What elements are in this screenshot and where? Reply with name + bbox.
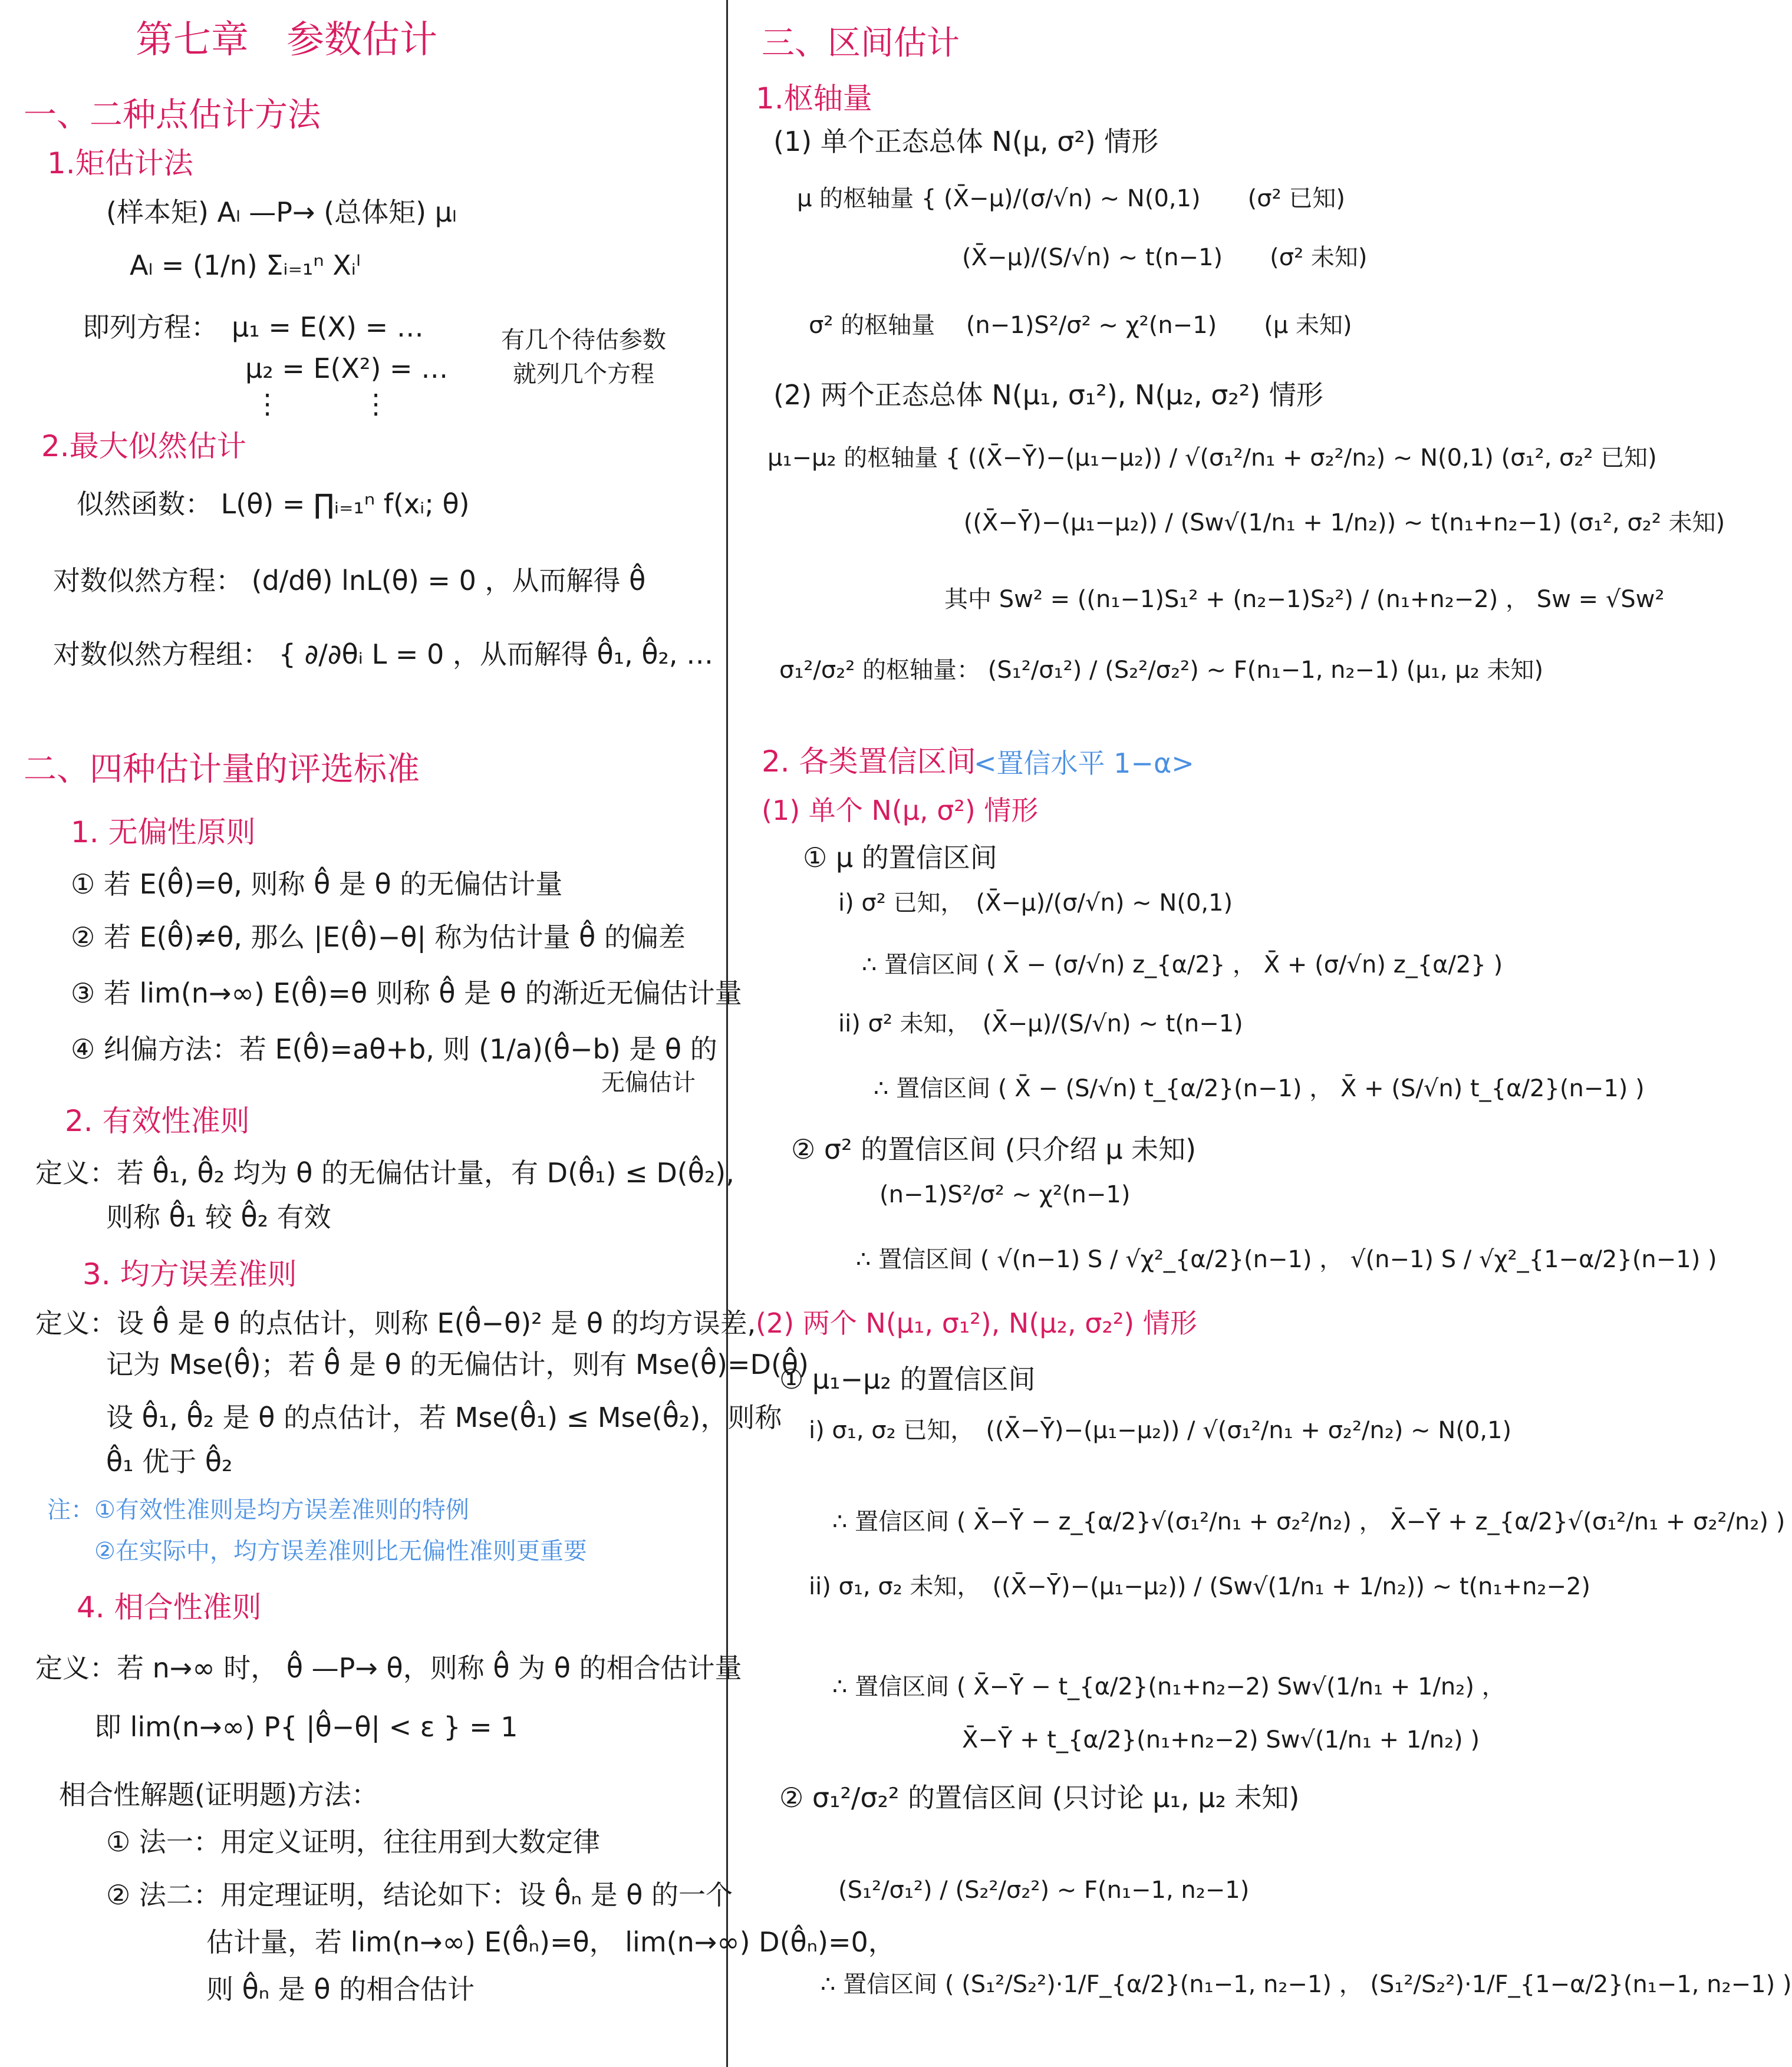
formula-line: 对数似然方程： (d/dθ) lnL(θ) = 0 ，从而解得 θ̂: [53, 565, 646, 596]
chapter-title: 第七章 参数估计: [136, 18, 437, 62]
formula-line: (1) 单个正态总体 N(μ, σ²) 情形: [773, 126, 1159, 157]
formula-line: ∴ 置信区间 ( (S₁²/S₂²)·1/F_{α/2}(n₁−1, n₂−1) ， (S₁²/S₂²)·1/F_{1−α/2}(n₁−1, n₂−1) ): [821, 1971, 1792, 1998]
formula-line: (n−1)S²/σ² ~ χ²(n−1): [879, 1181, 1131, 1208]
formula-line: ∴ 置信区间 ( X̄ − (σ/√n) z_{α/2} ， X̄ + (σ/√n) z_{α/2} ): [862, 951, 1503, 978]
formula-line: X̄−Ȳ + t_{α/2}(n₁+n₂−2) Sw√(1/n₁ + 1/n₂) ): [962, 1726, 1480, 1753]
formula-line: 定义：设 θ̂ 是 θ 的点估计，则称 E(θ̂−θ)² 是 θ 的均方误差,: [35, 1307, 756, 1339]
formula-line: ii) σ₁, σ₂ 未知， ((X̄−Ȳ)−(μ₁−μ₂)) / (Sw√(1/n₁ + 1/n₂)) ~ t(n₁+n₂−2): [809, 1573, 1591, 1600]
formula-line: ((X̄−Ȳ)−(μ₁−μ₂)) / (Sw√(1/n₁ + 1/n₂)) ~ t(n₁+n₂−1) (σ₁², σ₂² 未知): [767, 509, 1725, 536]
section-title: 二、四种估计量的评选标准: [24, 750, 420, 789]
formula-line: (样本矩) Aₗ —P→ (总体矩) μₗ: [106, 196, 457, 228]
formula-line: μ 的枢轴量 { (X̄−μ)/(σ/√n) ~ N(0,1) (σ² 已知): [797, 185, 1345, 212]
formula-line: (2) 两个正态总体 N(μ₁, σ₁²), N(μ₂, σ₂²) 情形: [773, 379, 1323, 411]
formula-line: ii) σ² 未知， (X̄−μ)/(S/√n) ~ t(n−1): [838, 1010, 1243, 1037]
formula-line: ④ 纠偏方法：若 E(θ̂)=aθ+b, 则 (1/a)(θ̂−b) 是 θ 的: [71, 1033, 717, 1065]
formula-line: (S₁²/σ₁²) / (S₂²/σ₂²) ~ F(n₁−1, n₂−1): [838, 1877, 1250, 1904]
formula-line: 无偏估计: [601, 1069, 696, 1096]
formula-line: 记为 Mse(θ̂)；若 θ̂ 是 θ 的无偏估计，则有 Mse(θ̂)=D(θ̂): [106, 1349, 809, 1380]
formula-line: 则称 θ̂₁ 较 θ̂₂ 有效: [106, 1201, 331, 1233]
formula-line: σ² 的枢轴量 (n−1)S²/σ² ~ χ²(n−1) (μ 未知): [809, 312, 1352, 339]
formula-line: ② σ₁²/σ₂² 的置信区间 (只讨论 μ₁, μ₂ 未知): [779, 1782, 1300, 1814]
formula-line: ① 法一：用定义证明，往往用到大数定律: [106, 1826, 600, 1858]
subsection-title: 4. 相合性准则: [77, 1590, 262, 1624]
formula-line: 相合性解题(证明题)方法：: [59, 1779, 378, 1811]
subsection-title: (1) 单个 N(μ, σ²) 情形: [762, 795, 1039, 826]
formula-line: 其中 Sw² = ((n₁−1)S₁² + (n₂−1)S₂²) / (n₁+n₂−2) ， Sw = √Sw²: [944, 586, 1665, 613]
formula-line: ∴ 置信区间 ( X̄−Ȳ − z_{α/2}√(σ₁²/n₁ + σ₂²/n₂) ， X̄−Ȳ + z_{α/2}√(σ₁²/n₁ + σ₂²/n₂) ): [832, 1508, 1786, 1535]
subsection-title: 3. 均方误差准则: [83, 1257, 297, 1291]
formula-line: 即列方程： μ₁ = E(X) = …: [83, 311, 424, 343]
formula-line: 对数似然方程组： { ∂/∂θᵢ L = 0 ，从而解得 θ̂₁, θ̂₂, …: [53, 638, 714, 670]
formula-line: ② 法二：用定理证明，结论如下：设 θ̂ₙ 是 θ 的一个: [106, 1879, 733, 1911]
subsection-title: 1.矩估计法: [47, 146, 193, 180]
formula-line: 设 θ̂₁, θ̂₂ 是 θ 的点估计，若 Mse(θ̂₁) ≤ Mse(θ̂₂)，则称: [106, 1402, 782, 1433]
formula-line: μ₁−μ₂ 的枢轴量 { ((X̄−Ȳ)−(μ₁−μ₂)) / √(σ₁²/n₁ + σ₂²/n₂) ~ N(0,1) (σ₁², σ₂² 已知): [767, 444, 1657, 472]
formula-line: i) σ² 已知， (X̄−μ)/(σ/√n) ~ N(0,1): [838, 889, 1233, 917]
formula-line: θ̂₁ 优于 θ̂₂: [106, 1446, 233, 1478]
formula-line: 则 θ̂ₙ 是 θ 的相合估计: [206, 1973, 475, 2005]
formula-line: ⋮ ⋮: [83, 388, 390, 420]
formula-line: ② σ² 的置信区间 (只介绍 μ 未知): [791, 1133, 1197, 1165]
side-note: 就列几个方程: [513, 361, 654, 388]
formula-line: ∴ 置信区间 ( X̄−Ȳ − t_{α/2}(n₁+n₂−2) Sw√(1/n₁ + 1/n₂) ，: [832, 1673, 1506, 1700]
note-line: 注：①有效性准则是均方误差准则的特例: [47, 1496, 469, 1524]
formula-line: i) σ₁, σ₂ 已知， ((X̄−Ȳ)−(μ₁−μ₂)) / √(σ₁²/n₁ + σ₂²/n₂) ~ N(0,1): [809, 1417, 1512, 1444]
formula-line: μ₂ = E(X²) = …: [83, 352, 449, 384]
column-divider: [726, 0, 728, 2067]
formula-line: σ₁²/σ₂² 的枢轴量： (S₁²/σ₁²) / (S₂²/σ₂²) ~ F(n₁−1, n₂−1) (μ₁, μ₂ 未知): [779, 657, 1544, 684]
formula-line: 似然函数： L(θ) = ∏ᵢ₌₁ⁿ f(xᵢ; θ): [77, 488, 470, 520]
confidence-level-note: <置信水平 1−α>: [974, 747, 1194, 779]
formula-line: ① μ₁−μ₂ 的置信区间: [779, 1363, 1036, 1395]
formula-line: ① 若 E(θ̂)=θ, 则称 θ̂ 是 θ 的无偏估计量: [71, 868, 563, 900]
formula-line: 定义：若 n→∞ 时， θ̂ —P→ θ，则称 θ̂ 为 θ 的相合估计量: [35, 1652, 742, 1684]
note-line: ②在实际中，均方误差准则比无偏性准则更重要: [94, 1538, 587, 1565]
subsection-title: 1. 无偏性原则: [71, 815, 256, 849]
formula-line: (X̄−μ)/(S/√n) ~ t(n−1) (σ² 未知): [797, 244, 1368, 271]
right-column: [744, 0, 1792, 2067]
subsection-title: 2. 有效性准则: [65, 1104, 250, 1138]
formula-line: 定义：若 θ̂₁, θ̂₂ 均为 θ 的无偏估计量，有 D(θ̂₁) ≤ D(θ̂₂),: [35, 1157, 734, 1189]
formula-line: 估计量，若 lim(n→∞) E(θ̂ₙ)=θ， lim(n→∞) D(θ̂ₙ)=0，: [206, 1926, 895, 1958]
formula-line: ② 若 E(θ̂)≠θ, 那么 |E(θ̂)−θ| 称为估计量 θ̂ 的偏差: [71, 921, 686, 953]
formula-line: ③ 若 lim(n→∞) E(θ̂)=θ 则称 θ̂ 是 θ 的渐近无偏估计量: [71, 977, 742, 1009]
subsection-title: (2) 两个 N(μ₁, σ₁²), N(μ₂, σ₂²) 情形: [756, 1307, 1197, 1339]
formula-line: ① μ 的置信区间: [803, 842, 997, 873]
subsection-title: 2.最大似然估计: [41, 429, 246, 463]
side-note: 有几个待估参数: [501, 327, 666, 354]
subsection-title: 1.枢轴量: [756, 81, 872, 116]
section-title: 一、二种点估计方法: [24, 96, 321, 134]
formula-line: 即 lim(n→∞) P{ |θ̂−θ| < ε } = 1: [94, 1711, 518, 1743]
subsection-title: 2. 各类置信区间: [762, 744, 976, 779]
formula-line: ∴ 置信区间 ( √(n−1) S / √χ²_{α/2}(n−1) ， √(n−1) S / √χ²_{1−α/2}(n−1) ): [856, 1246, 1717, 1273]
section-title: 三、区间估计: [762, 24, 960, 62]
formula-line: ∴ 置信区间 ( X̄ − (S/√n) t_{α/2}(n−1) ， X̄ + (S/√n) t_{α/2}(n−1) ): [874, 1075, 1645, 1102]
formula-line: Aₗ = (1/n) Σᵢ₌₁ⁿ Xᵢˡ: [130, 249, 361, 281]
